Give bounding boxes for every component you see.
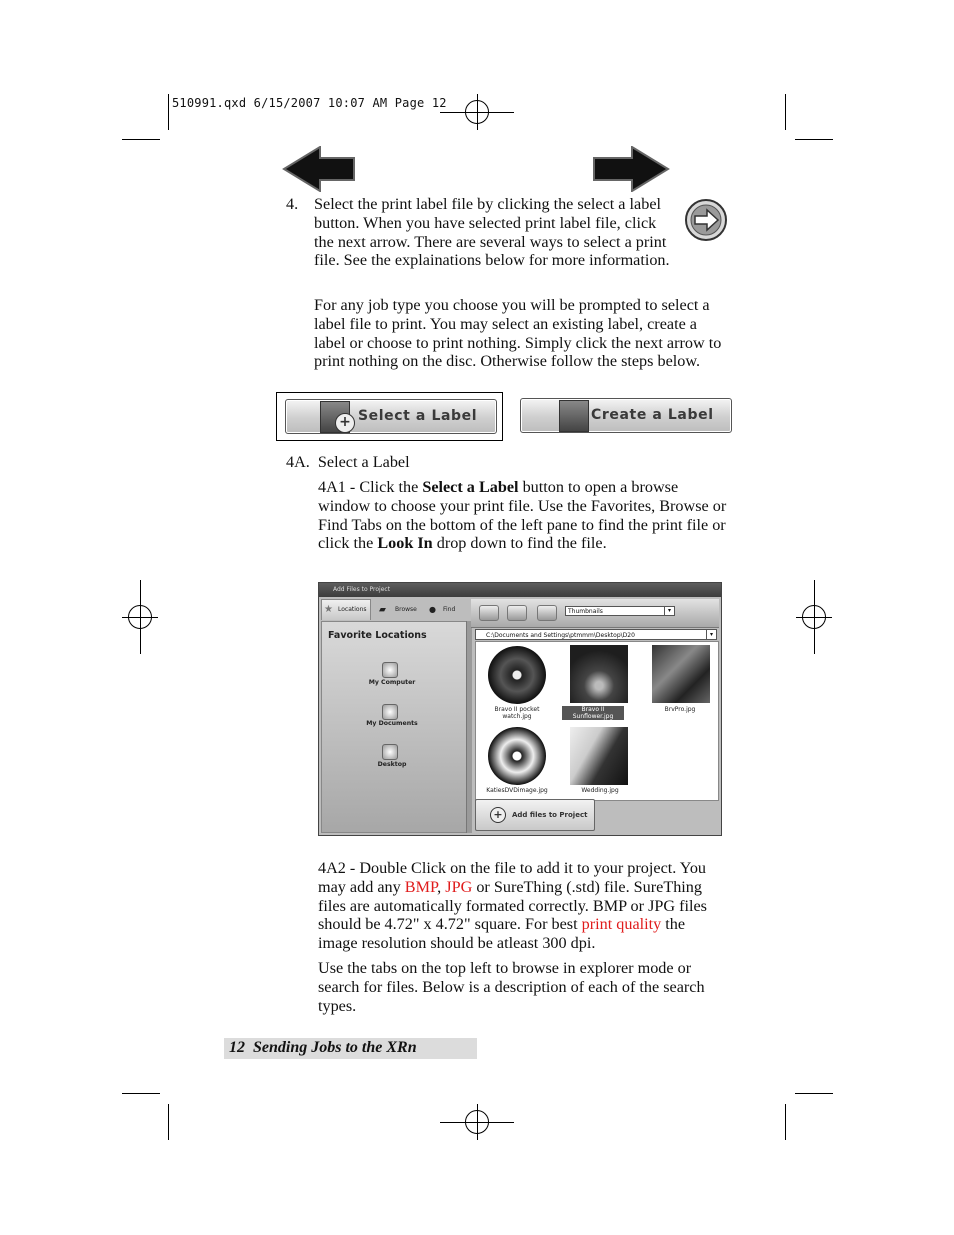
location-desktop[interactable]: Desktop bbox=[377, 761, 407, 768]
step4a2-text bbox=[318, 859, 728, 953]
folder-icon: ▰ bbox=[379, 605, 386, 615]
look-in-dropdown[interactable] bbox=[475, 629, 717, 640]
desktop-icon[interactable] bbox=[382, 744, 398, 760]
footer-text: 12 Sending Jobs to the XRn bbox=[229, 1039, 417, 1056]
file-thumbnail[interactable] bbox=[652, 645, 710, 703]
add-files-label: Add files to Project bbox=[512, 811, 588, 819]
slug-line: 510991.qxd 6/15/2007 10:07 AM Page 12 bbox=[172, 96, 447, 110]
crop-mark bbox=[168, 94, 169, 130]
locations-pane bbox=[321, 621, 467, 833]
crop-mark bbox=[795, 139, 833, 140]
select-label-button[interactable] bbox=[285, 399, 497, 434]
bmp-link[interactable]: BMP bbox=[404, 877, 438, 896]
select-label-text: Select a Label bbox=[358, 408, 478, 424]
text-run: or SureThing (.std) file. SureThing files are automatically formated correctly. BMP or JPG files should be 4.72" x 4.72" square. For best bbox=[318, 877, 707, 934]
crop-mark bbox=[795, 1093, 833, 1094]
add-files-dialog bbox=[318, 582, 722, 836]
favorites-heading: Favorite Locations bbox=[328, 630, 427, 641]
tab-find[interactable]: Find bbox=[443, 606, 456, 613]
forward-icon[interactable] bbox=[507, 605, 527, 621]
star-icon: ★ bbox=[324, 604, 333, 615]
file-name[interactable]: BrvPro.jpg bbox=[664, 706, 696, 713]
dialog-title: Add Files to Project bbox=[319, 583, 721, 597]
label-file-icon bbox=[559, 400, 589, 432]
back-icon[interactable] bbox=[479, 605, 499, 621]
next-arrow-icon[interactable] bbox=[684, 198, 728, 242]
location-my-documents[interactable]: My Documents bbox=[366, 720, 418, 727]
computer-icon[interactable] bbox=[382, 662, 398, 678]
file-thumbnail[interactable] bbox=[488, 646, 546, 704]
chevron-down-icon: ▾ bbox=[664, 607, 674, 615]
create-label-text: Create a Label bbox=[591, 407, 714, 423]
tab-browse[interactable]: Browse bbox=[395, 606, 417, 613]
dialog-tabs bbox=[321, 599, 467, 619]
registration-mark-icon bbox=[440, 1104, 514, 1140]
registration-mark-icon bbox=[122, 580, 158, 654]
crop-mark bbox=[122, 139, 160, 140]
find-icon: ● bbox=[429, 605, 436, 614]
file-name[interactable]: KatiesDVDimage.jpg bbox=[486, 787, 548, 794]
text-run: drop down to find the file. bbox=[432, 534, 607, 553]
location-my-computer[interactable]: My Computer bbox=[368, 679, 416, 686]
back-arrow-icon[interactable] bbox=[282, 146, 356, 192]
plus-icon: + bbox=[335, 413, 355, 433]
crop-mark bbox=[785, 94, 786, 130]
create-label-button[interactable] bbox=[520, 398, 732, 433]
text-run: button to open a browse window to choose your print file. Use the Favorites, Browse or Find Tabs on the bottom of the left pane to find the print file or click the bbox=[318, 478, 727, 553]
jpg-link[interactable]: JPG bbox=[445, 877, 473, 896]
registration-mark-icon bbox=[440, 94, 514, 130]
crop-mark bbox=[122, 1093, 160, 1094]
documents-icon[interactable] bbox=[382, 704, 398, 720]
tab-locations-label: Locations bbox=[338, 606, 367, 613]
step4a1-text bbox=[318, 478, 728, 553]
crop-mark bbox=[785, 1104, 786, 1140]
file-thumbnail[interactable] bbox=[570, 727, 628, 785]
view-select[interactable] bbox=[565, 606, 675, 616]
file-thumbnail[interactable] bbox=[570, 645, 628, 703]
text-run: , bbox=[437, 877, 446, 896]
step-number: 4. bbox=[286, 195, 299, 213]
file-list bbox=[475, 641, 719, 801]
text-run: the image resolution should be atleast 300 dpi. bbox=[318, 915, 686, 953]
look-in-path: C:\Documents and Settings\ptmmm\Desktop\D20 bbox=[486, 632, 635, 639]
step4-paragraph: For any job type you choose you will be prompted to select a label file to print. You may select an existing label, create a label or choose to print nothing. Simply click the next arrow to print nothing on the disc. Otherwise follow the steps below. bbox=[314, 296, 722, 371]
up-folder-icon[interactable] bbox=[537, 605, 557, 621]
bold-run: Look In bbox=[377, 534, 433, 553]
step4a2-paragraph: Use the tabs on the top left to browse in explorer mode or search for files. Below is a description of each of the search types. bbox=[318, 959, 705, 1015]
text-run: 4A2 - Double Click on the file to add it to your project. You may add any bbox=[318, 859, 707, 896]
forward-arrow-icon[interactable] bbox=[592, 146, 670, 192]
bold-run: Select a Label bbox=[422, 478, 519, 496]
file-name[interactable]: Bravo II pocket watch.jpg bbox=[494, 706, 540, 720]
file-name-selected[interactable]: Bravo II Sunflower.jpg bbox=[562, 706, 624, 720]
file-name[interactable]: Wedding.jpg bbox=[581, 787, 619, 794]
file-thumbnail[interactable] bbox=[488, 727, 546, 785]
add-files-button[interactable] bbox=[475, 799, 595, 831]
view-select-value: Thumbnails bbox=[568, 608, 603, 615]
text-run: 4A1 - Click the bbox=[318, 478, 423, 496]
step4a-heading: 4A. Select a Label bbox=[286, 453, 410, 471]
registration-mark-icon bbox=[796, 580, 832, 654]
pane-splitter[interactable] bbox=[466, 621, 472, 833]
crop-mark bbox=[168, 1104, 169, 1140]
print-quality-link[interactable]: print quality bbox=[581, 915, 662, 934]
step4-text: Select the print label file by clicking the select a label button. When you have selected print label file, click the next arrow. There are several ways to select a print file. See the explainations below for more information. bbox=[314, 195, 670, 270]
page-footer bbox=[224, 1038, 477, 1059]
dialog-toolbar bbox=[471, 599, 719, 628]
chevron-down-icon: ▾ bbox=[706, 630, 716, 639]
plus-icon: + bbox=[490, 807, 506, 823]
